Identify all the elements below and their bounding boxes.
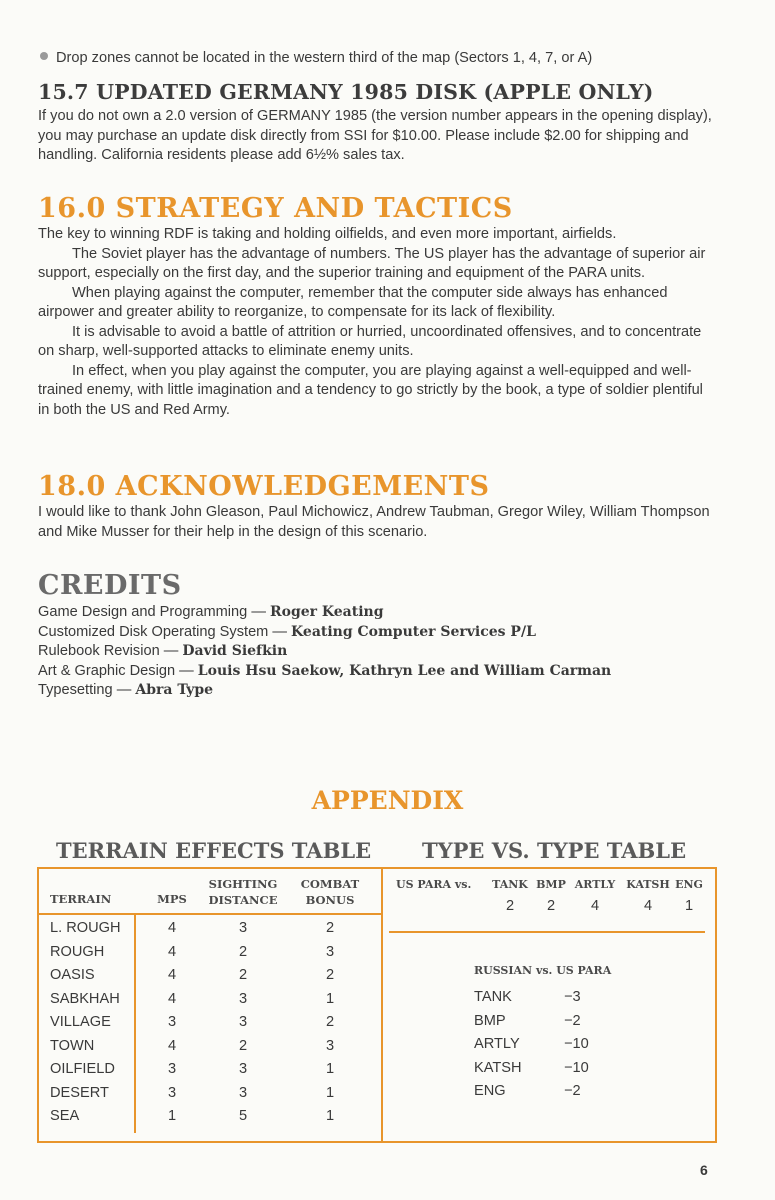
page-number: 6 bbox=[700, 1162, 708, 1178]
combat-cell: 3 bbox=[325, 943, 335, 960]
credits bbox=[38, 570, 718, 701]
section-16-title: 16.0 STRATEGY AND TACTICS bbox=[38, 193, 513, 224]
credit-name: Abra Type bbox=[135, 682, 214, 698]
credit-line bbox=[38, 662, 718, 682]
sighting-header-line1: SIGHTING bbox=[208, 877, 278, 891]
section-16 bbox=[38, 193, 718, 420]
us-header-cell: ENG bbox=[675, 878, 703, 891]
combat-cell: 2 bbox=[325, 920, 335, 936]
bullet-text: Drop zones cannot be located in the western third of the map (Sectors 1, 4, 7, or A) bbox=[56, 50, 593, 66]
mps-cell: 4 bbox=[167, 967, 177, 983]
section-16-para: The key to winning RDF is taking and holding oilfields, and even more important, airfields. bbox=[38, 226, 617, 242]
section-18 bbox=[38, 471, 718, 542]
sighting-cell: 3 bbox=[238, 1084, 248, 1101]
appendix-title: APPENDIX bbox=[311, 786, 464, 815]
russian-type-cell: BMP bbox=[474, 1012, 506, 1029]
us-header-cell: KATSH bbox=[626, 878, 670, 891]
credit-role: Customized Disk Operating System — bbox=[38, 623, 292, 640]
terrain-cell: OASIS bbox=[50, 967, 95, 983]
terrain-header: TERRAIN bbox=[50, 892, 112, 906]
terrain-header-rule bbox=[39, 913, 381, 915]
sighting-header-line2: DISTANCE bbox=[208, 893, 278, 907]
us-value-cell: 1 bbox=[684, 898, 694, 914]
russian-value-cell: −10 bbox=[564, 1059, 589, 1076]
sighting-cell: 3 bbox=[238, 990, 248, 1007]
us-header-cell: BMP bbox=[536, 878, 566, 891]
combat-header-line2: BONUS bbox=[305, 893, 355, 907]
sighting-cell: 2 bbox=[238, 1037, 248, 1054]
terrain-cell: L. ROUGH bbox=[50, 920, 121, 936]
russian-value-cell: −2 bbox=[564, 1012, 581, 1029]
section-16-para: The Soviet player has the advantage of numbers. The US player has the advantage of superior air support, especially on the first day, and the superior training and equipment of the PARA units. bbox=[38, 245, 706, 281]
credit-role: Rulebook Revision — bbox=[38, 643, 183, 659]
credits-list bbox=[38, 603, 718, 701]
sighting-cell: 3 bbox=[238, 1061, 248, 1077]
credit-role: Typesetting — bbox=[38, 682, 136, 698]
us-value-cell: 4 bbox=[590, 898, 600, 914]
russian-type-cell: ENG bbox=[474, 1083, 506, 1099]
type-table-title: TYPE VS. TYPE TABLE bbox=[422, 838, 687, 863]
mps-cell: 4 bbox=[167, 1037, 177, 1054]
credit-line bbox=[38, 603, 718, 623]
russian-label: RUSSIAN vs. US PARA bbox=[474, 964, 612, 977]
combat-cell: 1 bbox=[325, 1108, 335, 1124]
credits-title: CREDITS bbox=[38, 570, 182, 601]
russian-value-cell: −10 bbox=[564, 1036, 589, 1052]
terrain-cell: OILFIELD bbox=[50, 1061, 115, 1077]
mps-header: MPS bbox=[157, 892, 187, 906]
russian-value-cell: −2 bbox=[564, 1083, 581, 1099]
type-table-rule bbox=[389, 931, 705, 933]
combat-cell: 1 bbox=[325, 1061, 335, 1077]
credit-role: Art & Graphic Design — bbox=[38, 662, 198, 679]
sighting-cell: 2 bbox=[238, 943, 248, 960]
russian-value-cell: −3 bbox=[564, 989, 581, 1005]
terrain-cell: SABKHAH bbox=[50, 990, 120, 1007]
russian-type-cell: KATSH bbox=[474, 1059, 522, 1076]
sighting-cell: 3 bbox=[238, 920, 248, 936]
credit-name: Louis Hsu Saekow, Kathryn Lee and William Carman bbox=[197, 662, 612, 679]
mps-cell: 3 bbox=[167, 1014, 177, 1030]
russian-type-cell: TANK bbox=[474, 989, 512, 1005]
combat-cell: 3 bbox=[325, 1037, 335, 1054]
credit-name: Roger Keating bbox=[269, 604, 384, 620]
section-16-para: It is advisable to avoid a battle of attrition or hurried, uncoordinated offensives, and to concentrate on sharp, well-supported attacks to eliminate enemy units. bbox=[38, 323, 702, 359]
section-15-7-body: If you do not own a 2.0 version of GERMANY 1985 (the version number appears in the opening display), you may purchase an update disk directly from SSI for $10.00. Please include $2.00 for shipping and handling. California residents please add 6½% sales tax. bbox=[38, 108, 712, 163]
terrain-table-title: TERRAIN EFFECTS TABLE bbox=[56, 838, 372, 863]
credit-line bbox=[38, 642, 718, 662]
sighting-cell: 2 bbox=[238, 967, 248, 983]
terrain-col-rule bbox=[134, 914, 136, 1133]
section-18-title: 18.0 ACKNOWLEDGEMENTS bbox=[38, 471, 490, 502]
table-divider bbox=[381, 869, 383, 1141]
us-value-cell: 2 bbox=[546, 898, 556, 914]
section-18-body: I would like to thank John Gleason, Paul Michowicz, Andrew Taubman, Gregor Wiley, William Thompson and Mike Musser for their help in the design of this scenario. bbox=[38, 504, 710, 540]
mps-cell: 3 bbox=[167, 1084, 177, 1101]
us-header-cell: ARTLY bbox=[574, 878, 616, 891]
mps-cell: 4 bbox=[167, 990, 177, 1007]
bullet-dot-icon bbox=[40, 52, 48, 60]
terrain-cell: DESERT bbox=[50, 1084, 109, 1101]
dropzone-bullet bbox=[40, 50, 592, 66]
credit-line bbox=[38, 681, 718, 701]
sighting-cell: 5 bbox=[238, 1108, 248, 1124]
terrain-cell: ROUGH bbox=[50, 943, 105, 960]
mps-cell: 1 bbox=[167, 1108, 177, 1124]
mps-cell: 4 bbox=[167, 920, 177, 936]
section-15-7-title: 15.7 UPDATED GERMANY 1985 DISK (APPLE ONLY) bbox=[38, 80, 654, 104]
us-para-label: US PARA vs. bbox=[396, 878, 472, 891]
terrain-cell: VILLAGE bbox=[50, 1014, 111, 1030]
terrain-cell: TOWN bbox=[50, 1037, 95, 1054]
combat-cell: 1 bbox=[325, 1084, 335, 1101]
credit-name: Keating Computer Services P/L bbox=[291, 623, 536, 640]
mps-cell: 3 bbox=[167, 1061, 177, 1077]
credit-line bbox=[38, 623, 718, 643]
section-15-7 bbox=[38, 80, 718, 166]
section-16-para: In effect, when you play against the computer, you are playing against a well-equipped and well-trained enemy, with little imagination and a tendency to go strictly by the book, a type of soldier plentiful in both the US and Red Army. bbox=[38, 362, 703, 418]
mps-cell: 4 bbox=[167, 943, 177, 960]
section-16-para: When playing against the computer, remember that the computer side always has enhanced airpower and greater ability to reorganize, to compensate for its lack of flexibility. bbox=[38, 284, 668, 320]
combat-cell: 2 bbox=[325, 1014, 335, 1030]
us-value-cell: 2 bbox=[505, 898, 515, 914]
sighting-cell: 3 bbox=[238, 1014, 248, 1030]
terrain-cell: SEA bbox=[50, 1108, 80, 1124]
combat-header-line1: COMBAT bbox=[300, 877, 360, 891]
us-header-cell: TANK bbox=[492, 878, 528, 891]
credit-role: Game Design and Programming — bbox=[38, 604, 270, 620]
combat-cell: 2 bbox=[325, 967, 335, 983]
russian-type-cell: ARTLY bbox=[474, 1036, 520, 1052]
credit-name: David Siefkin bbox=[182, 643, 288, 659]
us-value-cell: 4 bbox=[643, 898, 653, 914]
combat-cell: 1 bbox=[325, 990, 335, 1007]
